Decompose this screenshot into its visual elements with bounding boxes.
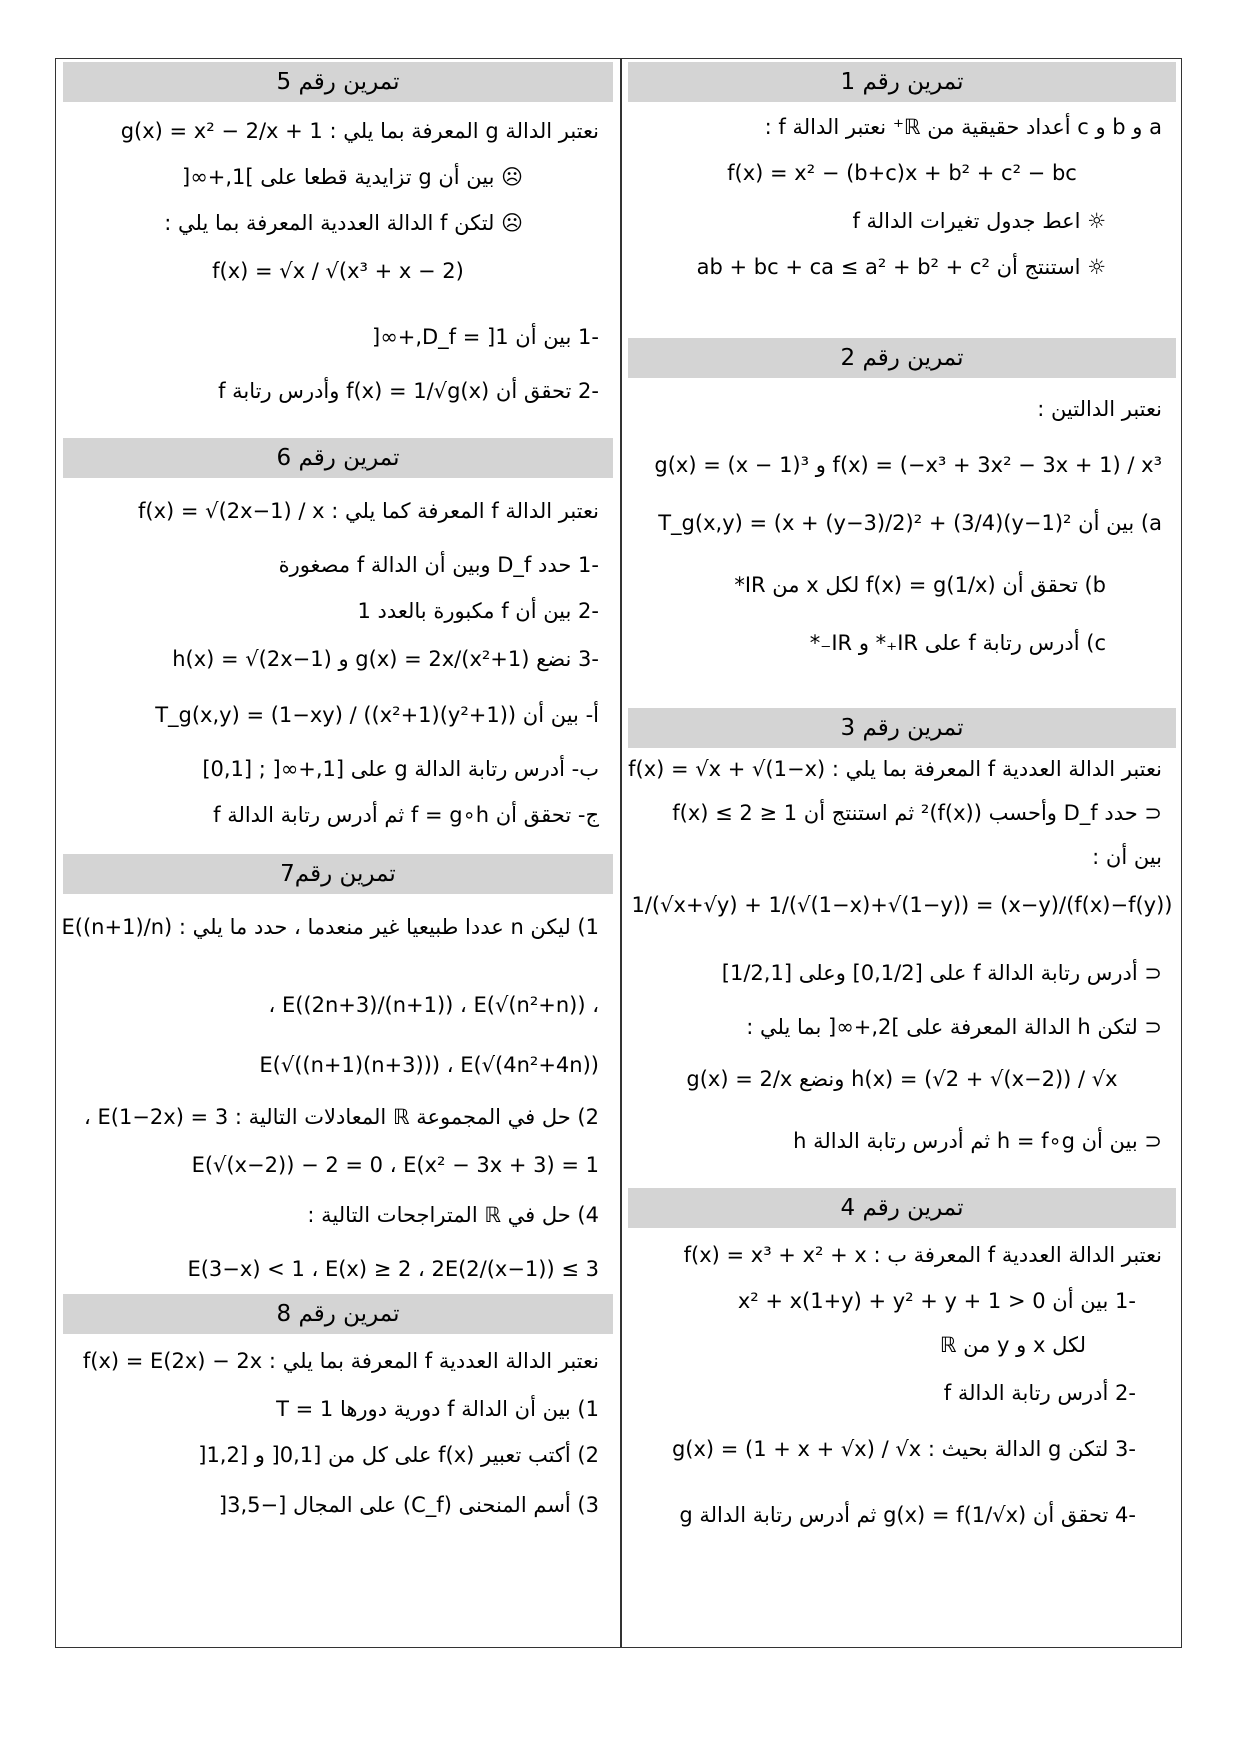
exercise-7-line-4: 2) حل في المجموعة ℝ المعادلات التالية : E(1−2x) = 3 ، [84,1105,599,1129]
exercise-3-line-5: ⊂ أدرس رتابة الدالة f على [0,1/2] وعلى [1/2,1] [721,961,1162,985]
exercise-3-title: تمرين رقم 3 [628,708,1176,748]
exercise-2-title: تمرين رقم 2 [628,338,1176,378]
exercise-6-line-1: نعتبر الدالة f المعرفة كما يلي : f(x) = √(2x−1) / x [138,499,599,523]
exercise-1-title: تمرين رقم 1 [628,62,1176,102]
exercise-8-line-4: 3) أسم المنحنى (C_f) على المجال [−3,5[ [218,1493,599,1517]
exercise-2-line-4: b) تحقق أن f(x) = g(1/x) لكل x من IR* [734,573,1106,597]
exercise-3-line-3: بين أن : [1092,845,1162,869]
exercise-3-line-7: h(x) = (√2 + √(x−2)) / √x ونضع g(x) = 2/x [686,1067,1118,1091]
exercise-6-title: تمرين رقم 6 [63,438,613,478]
exercise-3-line-4: (f(x)−f(y))/(x−y) = 1/(√x+√y) + 1/(√(1−x)+√(1−y)) [631,893,1173,917]
exercise-5-line-5: -1 بين أن D_f = ]1,+∞[ [372,325,599,349]
exercise-4-line-1: نعتبر الدالة العددية f المعرفة ب : f(x) = x³ + x² + x [683,1243,1162,1267]
exercise-7-line-3: E(√((n+1)(n+3))) ، E(√(4n²+4n)) [259,1053,599,1077]
exercise-2-line-1: نعتبر الدالتين : [1037,397,1162,421]
exercise-5-line-4: f(x) = √x / √(x³ + x − 2) [212,259,464,283]
exercise-2-line-3: a) بين أن T_g(x,y) = (x + (y−3)/2)² + (3/4)(y−1)² [658,511,1162,535]
exercise-4-title: تمرين رقم 4 [628,1188,1176,1228]
exercise-7-line-7: E(3−x) < 1 ، E(x) ≥ 2 ، 2E(2/(x−1)) ≤ 3 [187,1257,599,1281]
exercise-7-line-2: ، E((2n+3)/(n+1)) ، E(√(n²+n)) ، [268,993,599,1017]
exercise-4-line-5: -3 لتكن g الدالة بحيث : g(x) = (1 + x + √x) / √x [671,1437,1136,1461]
exercise-6-line-5: أ- بين أن T_g(x,y) = (1−xy) / ((x²+1)(y²+1)) [155,703,599,727]
exercise-4-line-2: -1 بين أن x² + x(1+y) + y² + y + 1 > 0 [737,1289,1136,1313]
exercise-1-line-4: ☼ استنتج أن ab + bc + ca ≤ a² + b² + c² [696,255,1106,279]
exercise-6-line-2: -1 حدد D_f وبين أن الدالة f مصغورة [278,553,599,577]
exercise-7-line-1: 1) ليكن n عددا طبيعيا غير منعدما ، حدد ما يلي : E((n+1)/n) [61,915,599,939]
exercise-6-line-4: -3 نضع g(x) = 2x/(x²+1) و h(x) = √(2x−1) [172,647,599,671]
exercise-8-line-3: 2) أكتب تعبير f(x) على كل من [0,1[ و [1,2[ [198,1443,599,1467]
exercise-3-line-2: ⊂ حدد D_f وأحسب (f(x))² ثم استنتج أن 1 ≤ f(x) ≤ 2 [672,801,1162,825]
exercise-8-line-1: نعتبر الدالة العددية f المعرفة بما يلي : f(x) = E(2x) − 2x [82,1349,599,1373]
exercise-1-line-1: a و b و c أعداد حقيقية من ℝ⁺ نعتبر الدالة f : [764,115,1162,139]
exercise-5-title: تمرين رقم 5 [63,62,613,102]
exercise-7-line-6: 4) حل في ℝ المتراجحات التالية : [307,1203,599,1227]
exercise-6-line-3: -2 بين أن f مكبورة بالعدد 1 [357,599,599,623]
exercise-5-line-3: ☹ لتكن f الدالة العددية المعرفة بما يلي : [164,211,523,235]
exercise-4-line-3: لكل x و y من ℝ [939,1333,1086,1357]
exercise-1-line-2: f(x) = x² − (b+c)x + b² + c² − bc [727,161,1077,185]
exercise-6-line-6: ب- أدرس رتابة الدالة g على [1,+∞[ ; [0,1] [202,757,599,781]
exercise-5-line-2: ☹ بين أن g تزايدية قطعا على ]1,+∞[ [182,165,523,189]
exercise-2-line-2: f(x) = (−x³ + 3x² − 3x + 1) / x³ و g(x) = (x − 1)³ [654,453,1162,477]
exercise-4-line-4: -2 أدرس رتابة الدالة f [943,1381,1136,1405]
exercise-6-line-7: ج- تحقق أن f = g∘h ثم أدرس رتابة الدالة f [213,803,599,827]
exercise-3-line-1: نعتبر الدالة العددية f المعرفة بما يلي : f(x) = √x + √(1−x) [628,757,1162,781]
exercise-3-line-8: ⊂ بين أن h = f∘g ثم أدرس رتابة الدالة h [793,1129,1162,1153]
exercise-3-line-6: ⊂ لتكن h الدالة المعرفة على ]2,+∞[ بما يلي : [746,1015,1162,1039]
exercise-8-line-2: 1) بين أن الدالة f دورية دورها T = 1 [276,1397,599,1421]
exercise-5-line-6: -2 تحقق أن f(x) = 1/√g(x) وأدرس رتابة f [218,379,599,403]
exercise-5-line-1: نعتبر الدالة g المعرفة بما يلي : g(x) = x² − 2/x + 1 [120,119,599,143]
exercise-7-title: تمرين رقم7 [63,854,613,894]
exercise-4-line-6: -4 تحقق أن g(x) = f(1/√x) ثم أدرس رتابة الدالة g [679,1503,1136,1527]
exercise-7-line-5: E(√(x−2)) − 2 = 0 ، E(x² − 3x + 3) = 1 [191,1153,599,1177]
exercise-8-title: تمرين رقم 8 [63,1294,613,1334]
exercise-2-line-5: c) أدرس رتابة f على IR₊* و IR₋* [809,631,1106,655]
exercise-1-line-3: ☼ اعط جدول تغيرات الدالة f [852,209,1106,233]
column-divider [620,58,622,1648]
